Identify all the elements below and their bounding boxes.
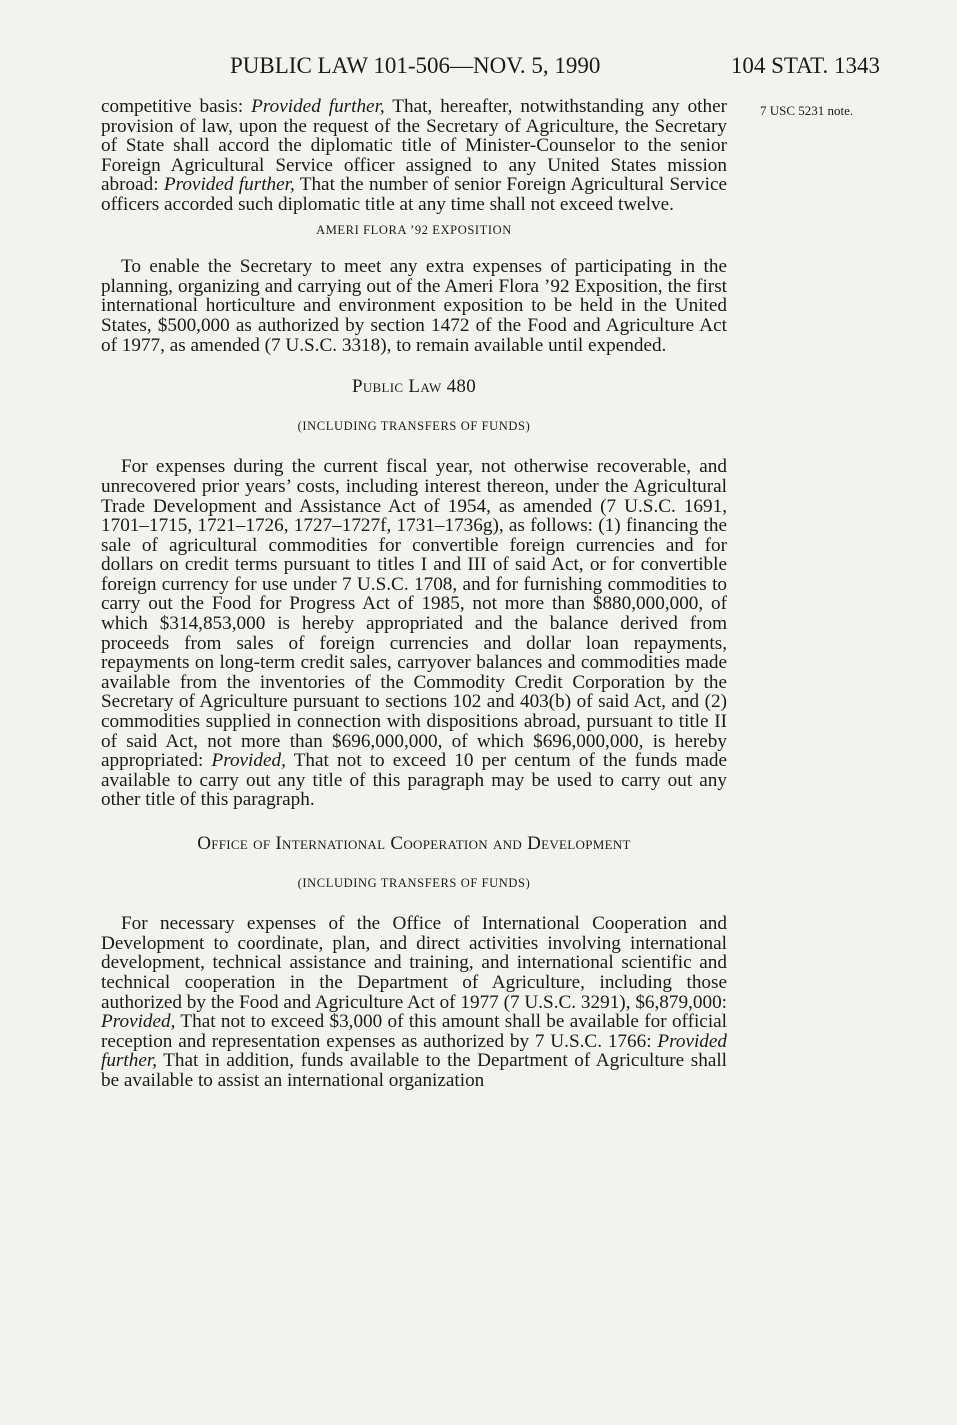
oicd-text-3: That in addition, funds available to the Department of Agriculture shall be available to assist an international organization bbox=[101, 1050, 727, 1091]
margin-citation-note: 7 USC 5231 note. bbox=[760, 103, 854, 118]
pl480-provided: Provided, bbox=[211, 750, 286, 772]
page-header bbox=[230, 50, 880, 82]
intro-text-3: That the number of senior Foreign Agricultural Service officers accorded such diplomatic title at any time shall not exceed twelve. bbox=[101, 174, 727, 215]
body-text bbox=[101, 97, 727, 1091]
oicd-text-1: For necessary expenses of the Office of International Cooperation and Development to coordinate, plan, and direct activities involving international development, technical assistance and training, and international scientific and technical cooperation in the Department of Agriculture, including those authorized by the Food and Agriculture Act of 1977 (7 U.S.C. 3291), $6,879,000: bbox=[101, 913, 727, 1013]
intro-text-2: That, hereafter, notwithstanding any other provision of law, upon the request of the Secretary of Agriculture, the Secretary of State shall accord the diplomatic title of Minister-Counselor to the senior Foreign Agricultural Service officer assigned to any United States mission abroad: bbox=[101, 96, 727, 196]
pl480-subheading: (INCLUDING TRANSFERS OF FUNDS) bbox=[297, 418, 531, 433]
intro-text-1: competitive basis: bbox=[101, 96, 252, 117]
ameriflora-paragraph: To enable the Secretary to meet any extra expenses of participating in the planning, organizing and carrying out of the Ameri Flora ’92 Exposition, the first international horticulture and environment exposition to be held in the United States, $500,000 as authorized by section 1472 of the Food and Agriculture Act of 1977, as amended (7 U.S.C. 3318), to remain available until expended. bbox=[101, 256, 727, 356]
intro-provided-2: Provided further, bbox=[163, 174, 295, 196]
header-stat-page: 104 STAT. 1343 bbox=[730, 53, 880, 78]
intro-paragraph bbox=[101, 97, 727, 215]
pl480-heading: Public Law 480 bbox=[352, 376, 476, 398]
oicd-heading: Office of International Cooperation and Development bbox=[197, 833, 631, 854]
oicd-provided-2: Provided further, bbox=[101, 1030, 727, 1072]
oicd-provided-1: Provided, bbox=[101, 1011, 176, 1033]
oicd-paragraph bbox=[101, 914, 727, 1090]
pl480-paragraph bbox=[101, 457, 727, 810]
oicd-text-2: That not to exceed $3,000 of this amount shall be available for official reception and representation expenses as authorized by 7 U.S.C. 1766: bbox=[101, 1011, 727, 1052]
pl480-text-2: That not to exceed 10 per centum of the funds made available to carry out any title of this paragraph may be used to carry out any other title of this paragraph. bbox=[101, 750, 727, 811]
oicd-subheading: (INCLUDING TRANSFERS OF FUNDS) bbox=[297, 875, 531, 890]
ameriflora-heading: AMERI FLORA ’92 EXPOSITION bbox=[316, 222, 512, 237]
intro-provided-1: Provided further, bbox=[251, 96, 385, 117]
pl480-text-1: For expenses during the current fiscal year, not otherwise recoverable, and unrecovered prior years’ costs, including interest thereon, under the Agricultural Trade Development and Assistance Act of 1954, as amended (7 U.S.C. 1691, 1701–1715, 1721–1726, 1727–1727f, 1731–1736g), as follows: (1) financing the sale of agricultural commodities for convertible foreign currencies and for dollars on credit terms pursuant to titles I and III of said Act, or for convertible foreign currency for use under 7 U.S.C. 1708, and for furnishing commodities to carry out the Food for Progress Act of 1985, not more than $880,000,000, of which $314,853,000 is hereby appropriated and the balance derived from proceeds from sales of foreign currencies and dollar loan repayments, repayments on long-term credit sales, carryover balances and commodities made available from the inventories of the Commodity Credit Corporation by the Secretary of Agriculture pursuant to sections 102 and 403(b) of said Act, and (2) commodities supplied in connection with dispositions abroad, pursuant to title II of said Act, not more than $696,000,000, of which $696,000,000, is hereby appropriated: bbox=[101, 456, 727, 772]
header-law-date: PUBLIC LAW 101-506—NOV. 5, 1990 bbox=[230, 53, 601, 78]
